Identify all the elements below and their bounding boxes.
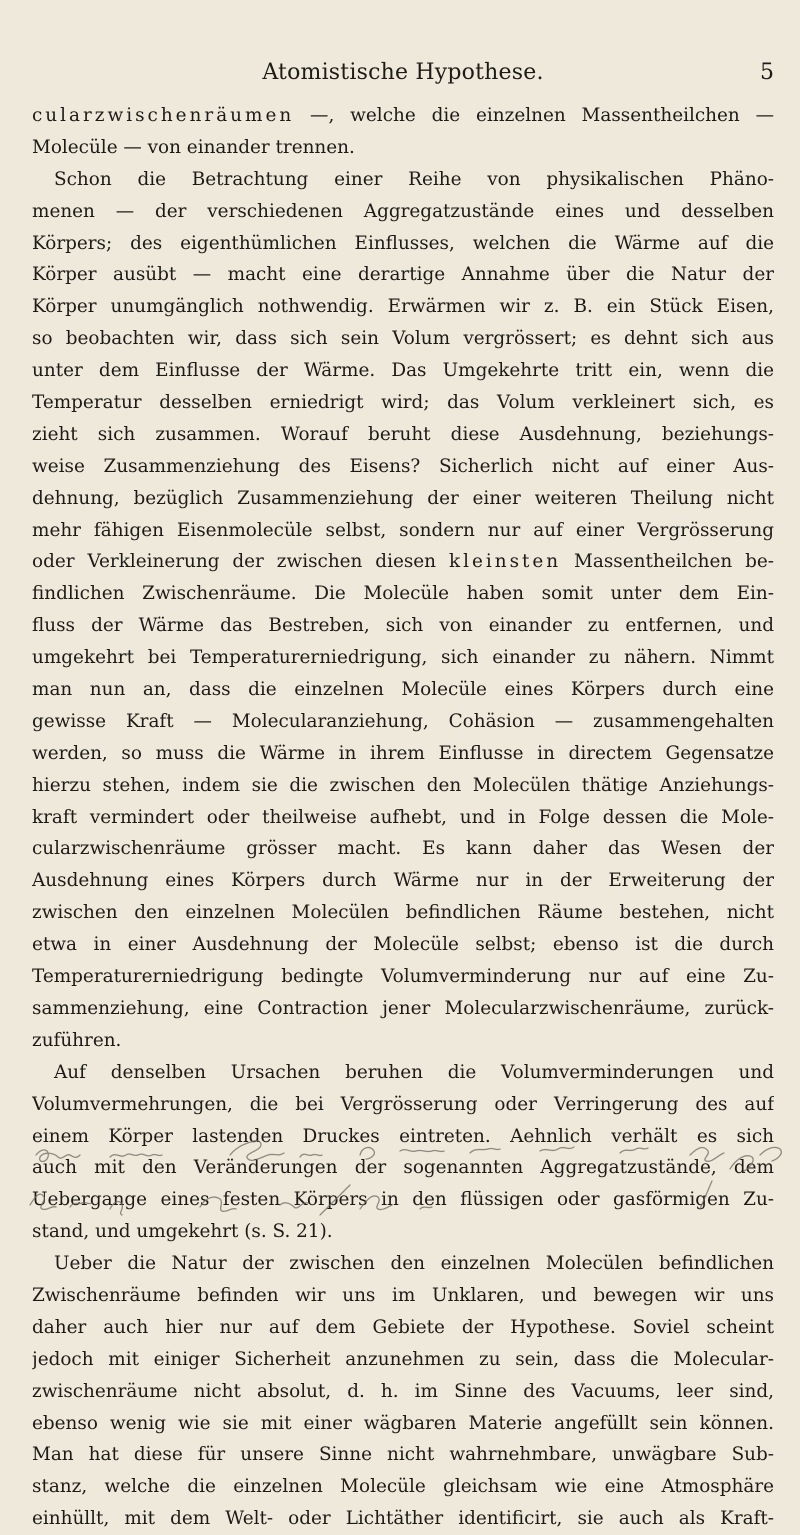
text-line: so beobachten wir, dass sich sein Volum vergrössert; es dehnt sich aus — [32, 328, 774, 350]
emphasized-word: kleinsten — [448, 551, 562, 573]
text-line — [32, 100, 774, 132]
text-line: Auf denselben Ursachen beruhen die Volumverminderungen und — [54, 1061, 774, 1083]
text-line: cularzwischenräume grösser macht. Es kann daher das Wesen der — [32, 838, 774, 860]
text-line: Temperaturerniedrigung bedingte Volumverminderung nur auf eine Zu- — [32, 966, 774, 988]
text-line: Uebergange eines festen Körpers in den flüssigen oder gasförmigen Zu- — [32, 1189, 774, 1211]
text-line: zwischenräume nicht absolut, d. h. im Sinne des Vacuums, leer sind, — [32, 1380, 774, 1402]
text-line: zieht sich zusammen. Worauf beruht diese Ausdehnung, beziehungs- — [32, 423, 774, 445]
text-span: Massentheilchen be- — [561, 551, 774, 573]
text-line: etwa in einer Ausdehnung der Molecüle selbst; ebenso ist die durch — [32, 934, 774, 956]
text-line: Ausdehnung eines Körpers durch Wärme nur in der Erweiterung der — [32, 870, 774, 892]
text-line: fluss der Wärme das Bestreben, sich von einander zu entfernen, und — [32, 615, 774, 637]
text-line: einhüllt, mit dem Welt- oder Lichtäther identificirt, sie auch als Kraft- — [32, 1508, 774, 1530]
body-text — [32, 100, 774, 1535]
text-line: gewisse Kraft — Molecularanziehung, Cohäsion — zusammengehalten — [32, 710, 774, 732]
text-line: Körpers; des eigenthümlichen Einflusses, welchen die Wärme auf die — [32, 232, 774, 254]
text-line: findlichen Zwischenräume. Die Molecüle haben somit unter dem Ein- — [32, 583, 774, 605]
text-line: weise Zusammenziehung des Eisens? Sicherlich nicht auf einer Aus- — [32, 455, 774, 477]
text-line: hierzu stehen, indem sie die zwischen den Molecülen thätige Anziehungs- — [32, 774, 774, 796]
text-line: stanz, welche die einzelnen Molecüle gleichsam wie eine Atmosphäre — [32, 1476, 774, 1498]
text-line: Man hat diese für unsere Sinne nicht wahrnehmbare, unwägbare Sub- — [32, 1444, 774, 1466]
running-title: Atomistische Hypothese. — [262, 60, 544, 85]
text-line: stand, und umgekehrt (s. S. 21). — [32, 1221, 333, 1243]
text-line: Temperatur desselben erniedrigt wird; das Volum verkleinert sich, es — [32, 392, 774, 414]
text-line: Volumvermehrungen, die bei Vergrösserung oder Verringerung des auf — [32, 1093, 774, 1115]
page-number: 5 — [760, 60, 774, 85]
running-head — [32, 60, 774, 100]
text-line: dehnung, bezüglich Zusammenziehung der einer weiteren Theilung nicht — [32, 487, 774, 509]
text-span: oder Verkleinerung der zwischen diesen — [32, 551, 449, 573]
text-line: man nun an, dass die einzelnen Molecüle eines Körpers durch eine — [32, 679, 774, 701]
text-line: Schon die Betrachtung einer Reihe von physikalischen Phäno- — [54, 168, 774, 190]
text-line: auch mit den Veränderungen der sogenannten Aggregatzustände, dem — [32, 1157, 774, 1179]
text-span: —, welche die einzelnen Massentheilchen — — [294, 105, 774, 126]
text-line: unter dem Einflusse der Wärme. Das Umgekehrte tritt ein, wenn die — [32, 360, 774, 382]
text-line: werden, so muss die Wärme in ihrem Einflusse in directem Gegensatze — [32, 742, 774, 764]
text-line: zwischen den einzelnen Molecülen befindlichen Räume bestehen, nicht — [32, 902, 774, 924]
text-line — [32, 546, 774, 578]
text-line: Körper unumgänglich nothwendig. Erwärmen wir z. B. ein Stück Eisen, — [32, 296, 774, 318]
text-line: einem Körper lastenden Druckes eintreten. Aehnlich verhält es sich — [32, 1125, 774, 1147]
handwritten-annotation — [0, 1125, 800, 1255]
text-line: menen — der verschiedenen Aggregatzustände eines und desselben — [32, 200, 774, 222]
text-line: ebenso wenig wie sie mit einer wägbaren Materie angefüllt sein können. — [32, 1412, 774, 1434]
text-line: sammenziehung, eine Contraction jener Molecularzwischenräume, zurück- — [32, 997, 774, 1019]
text-line: Körper ausübt — macht eine derartige Annahme über die Natur der — [32, 264, 774, 286]
text-line: Zwischenräume befinden wir uns im Unklaren, und bewegen wir uns — [32, 1284, 774, 1306]
text-line: umgekehrt bei Temperaturerniedrigung, sich einander zu nähern. Nimmt — [32, 647, 774, 669]
text-line: Molecüle — von einander trennen. — [32, 136, 355, 158]
text-line: Ueber die Natur der zwischen den einzelnen Molecülen befindlichen — [54, 1253, 774, 1275]
text-line: jedoch mit einiger Sicherheit anzunehmen zu sein, dass die Molecular- — [32, 1348, 774, 1370]
text-line: mehr fähigen Eisenmolecüle selbst, sondern nur auf einer Vergrösserung — [32, 519, 774, 541]
text-line: kraft vermindert oder theilweise aufhebt, und in Folge dessen die Mole- — [32, 806, 774, 828]
text-line: zuführen. — [32, 1029, 122, 1051]
text-line: daher auch hier nur auf dem Gebiete der Hypothese. Soviel scheint — [32, 1316, 774, 1338]
emphasized-word: cularzwischenräumen — [32, 105, 295, 126]
